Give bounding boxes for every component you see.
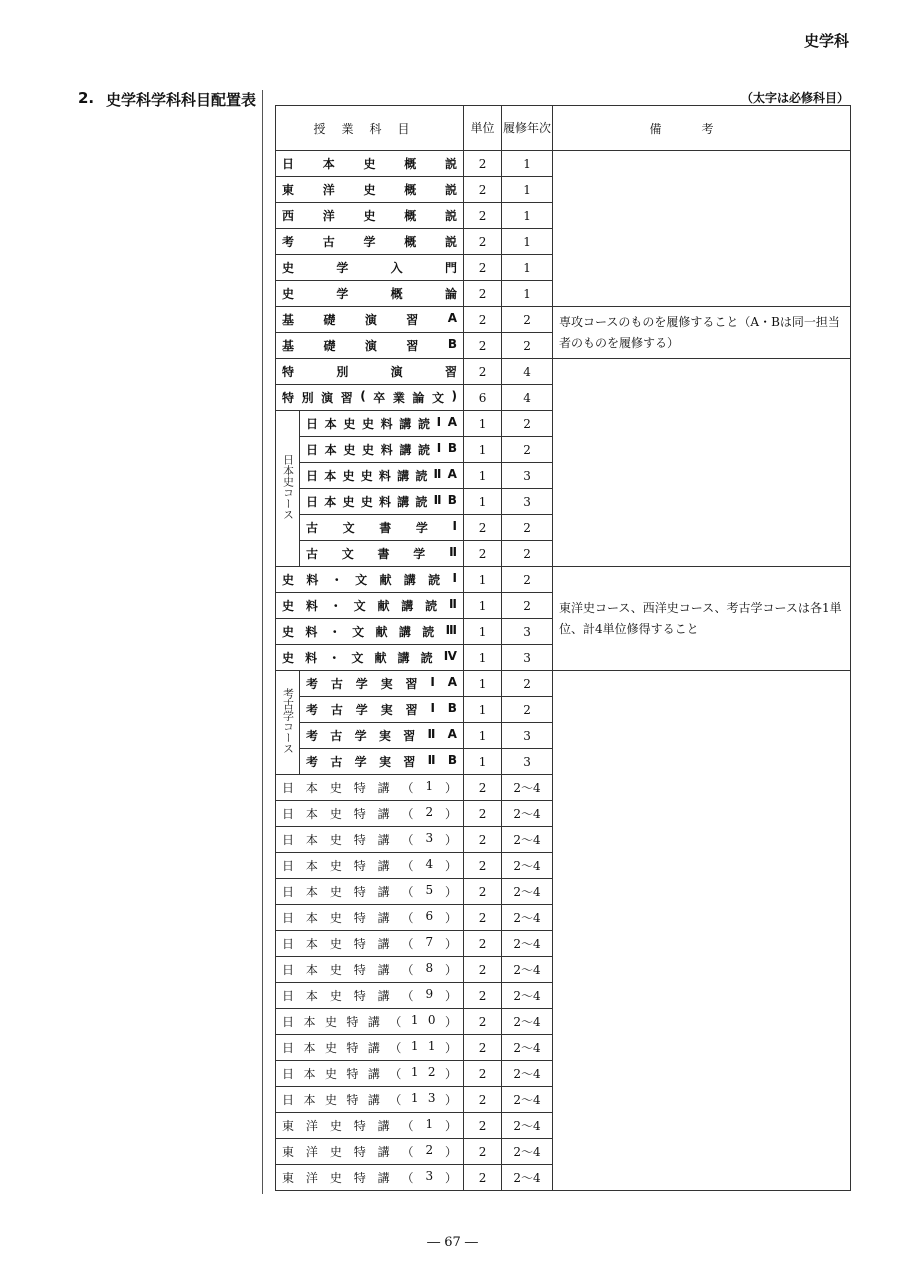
subject-cell: 考 古 学 実 習 Ⅱ B bbox=[300, 749, 464, 775]
year-cell: 4 bbox=[502, 385, 553, 411]
subject-cell: 史 料 ・ 文 献 講 読 Ⅰ bbox=[276, 567, 464, 593]
year-cell: 1 bbox=[502, 229, 553, 255]
credits-cell: 2 bbox=[464, 1009, 502, 1035]
year-cell: 2〜4 bbox=[502, 1087, 553, 1113]
year-cell: 2〜4 bbox=[502, 931, 553, 957]
subject-cell: 考 古 学 概 説 bbox=[276, 229, 464, 255]
credits-cell: 2 bbox=[464, 853, 502, 879]
year-cell: 2 bbox=[502, 411, 553, 437]
credits-cell: 2 bbox=[464, 1113, 502, 1139]
credits-cell: 2 bbox=[464, 281, 502, 307]
year-cell: 1 bbox=[502, 151, 553, 177]
subject-cell: 日 本 史 史 料 講 読 Ⅱ A bbox=[300, 463, 464, 489]
credits-cell: 1 bbox=[464, 645, 502, 671]
header-credits: 単位 bbox=[464, 106, 502, 151]
subject-cell: 考 古 学 実 習 Ⅰ B bbox=[300, 697, 464, 723]
table-row bbox=[276, 307, 851, 333]
credits-cell: 2 bbox=[464, 307, 502, 333]
subject-cell: 日 本 史 特 講 （ 6 ） bbox=[276, 905, 464, 931]
section-number: 2. bbox=[78, 89, 95, 107]
subject-cell: 日 本 史 特 講 （ 1 0 ） bbox=[276, 1009, 464, 1035]
credits-cell: 1 bbox=[464, 697, 502, 723]
table-body bbox=[276, 151, 851, 1191]
subject-cell: 古 文 書 学 Ⅱ bbox=[300, 541, 464, 567]
subject-cell: 日 本 史 特 講 （ 1 1 ） bbox=[276, 1035, 464, 1061]
year-cell: 4 bbox=[502, 359, 553, 385]
credits-cell: 2 bbox=[464, 905, 502, 931]
department-label: 史学科 bbox=[803, 32, 849, 50]
year-cell: 2 bbox=[502, 437, 553, 463]
credits-cell: 2 bbox=[464, 151, 502, 177]
subject-cell: 日 本 史 特 講 （ 2 ） bbox=[276, 801, 464, 827]
subject-cell: 日 本 史 特 講 （ 1 3 ） bbox=[276, 1087, 464, 1113]
credits-cell: 1 bbox=[464, 619, 502, 645]
year-cell: 1 bbox=[502, 255, 553, 281]
year-cell: 2 bbox=[502, 697, 553, 723]
subject-cell: 基 礎 演 習 A bbox=[276, 307, 464, 333]
year-cell: 1 bbox=[502, 177, 553, 203]
remarks-cell bbox=[553, 151, 851, 307]
course-label: 日本史コース bbox=[276, 411, 300, 567]
year-cell: 2 bbox=[502, 593, 553, 619]
subject-cell: 史 料 ・ 文 献 講 読 Ⅳ bbox=[276, 645, 464, 671]
page-number: ― 67 ― bbox=[427, 1235, 478, 1250]
year-cell: 3 bbox=[502, 645, 553, 671]
remarks-cell: 専攻コースのものを履修すること（A・Bは同一担当者のものを履修する） bbox=[553, 307, 851, 359]
section-divider bbox=[262, 90, 263, 1194]
credits-cell: 2 bbox=[464, 541, 502, 567]
credits-cell: 2 bbox=[464, 203, 502, 229]
credits-cell: 2 bbox=[464, 333, 502, 359]
curriculum-table bbox=[275, 105, 851, 1191]
subject-cell: 東 洋 史 特 講 （ 2 ） bbox=[276, 1139, 464, 1165]
year-cell: 3 bbox=[502, 723, 553, 749]
credits-cell: 2 bbox=[464, 775, 502, 801]
year-cell: 2〜4 bbox=[502, 1035, 553, 1061]
year-cell: 2〜4 bbox=[502, 983, 553, 1009]
subject-cell: 特 別 演 習 ( 卒 業 論 文 ) bbox=[276, 385, 464, 411]
credits-cell: 2 bbox=[464, 255, 502, 281]
credits-cell: 1 bbox=[464, 749, 502, 775]
header-remarks: 備考 bbox=[553, 106, 851, 151]
subject-cell: 日 本 史 史 料 講 読 Ⅰ B bbox=[300, 437, 464, 463]
subject-cell: 日 本 史 特 講 （ 7 ） bbox=[276, 931, 464, 957]
year-cell: 2〜4 bbox=[502, 801, 553, 827]
year-cell: 2〜4 bbox=[502, 1165, 553, 1191]
subject-cell: 日 本 史 特 講 （ 3 ） bbox=[276, 827, 464, 853]
year-cell: 2 bbox=[502, 307, 553, 333]
subject-cell: 西 洋 史 概 説 bbox=[276, 203, 464, 229]
remarks-cell: 東洋史コース、西洋史コース、考古学コースは各1単位、計4単位修得すること bbox=[553, 567, 851, 671]
year-cell: 2〜4 bbox=[502, 957, 553, 983]
credits-cell: 2 bbox=[464, 1139, 502, 1165]
credits-cell: 2 bbox=[464, 801, 502, 827]
year-cell: 3 bbox=[502, 749, 553, 775]
subject-cell: 日 本 史 特 講 （ 9 ） bbox=[276, 983, 464, 1009]
subject-cell: 古 文 書 学 Ⅰ bbox=[300, 515, 464, 541]
credits-cell: 1 bbox=[464, 437, 502, 463]
year-cell: 2〜4 bbox=[502, 1139, 553, 1165]
header-year: 履修年次 bbox=[502, 106, 553, 151]
year-cell: 3 bbox=[502, 619, 553, 645]
credits-cell: 1 bbox=[464, 489, 502, 515]
subject-cell: 日 本 史 特 講 （ 4 ） bbox=[276, 853, 464, 879]
subject-cell: 日 本 史 特 講 （ 5 ） bbox=[276, 879, 464, 905]
year-cell: 2〜4 bbox=[502, 1113, 553, 1139]
subject-cell: 東 洋 史 特 講 （ 1 ） bbox=[276, 1113, 464, 1139]
subject-cell: 史 学 概 論 bbox=[276, 281, 464, 307]
credits-cell: 2 bbox=[464, 515, 502, 541]
credits-cell: 1 bbox=[464, 671, 502, 697]
subject-cell: 日 本 史 特 講 （ 1 ） bbox=[276, 775, 464, 801]
credits-cell: 2 bbox=[464, 1165, 502, 1191]
credits-cell: 2 bbox=[464, 983, 502, 1009]
credits-cell: 6 bbox=[464, 385, 502, 411]
credits-cell: 2 bbox=[464, 1087, 502, 1113]
section-title: 史学科学科科目配置表 bbox=[106, 91, 257, 109]
subject-cell: 特 別 演 習 bbox=[276, 359, 464, 385]
credits-cell: 2 bbox=[464, 1061, 502, 1087]
year-cell: 3 bbox=[502, 463, 553, 489]
year-cell: 2〜4 bbox=[502, 775, 553, 801]
table-header-row bbox=[276, 106, 851, 151]
year-cell: 2〜4 bbox=[502, 853, 553, 879]
subject-cell: 考 古 学 実 習 Ⅰ A bbox=[300, 671, 464, 697]
credits-cell: 1 bbox=[464, 567, 502, 593]
required-note: （太字は必修科目） bbox=[740, 91, 849, 105]
credits-cell: 1 bbox=[464, 593, 502, 619]
subject-cell: 東 洋 史 特 講 （ 3 ） bbox=[276, 1165, 464, 1191]
subject-cell: 日 本 史 特 講 （ 1 2 ） bbox=[276, 1061, 464, 1087]
remarks-cell bbox=[553, 671, 851, 1191]
year-cell: 2〜4 bbox=[502, 1009, 553, 1035]
year-cell: 2〜4 bbox=[502, 879, 553, 905]
credits-cell: 1 bbox=[464, 723, 502, 749]
subject-cell: 史 料 ・ 文 献 講 読 Ⅱ bbox=[276, 593, 464, 619]
table-row bbox=[276, 151, 851, 177]
subject-cell: 史 料 ・ 文 献 講 読 Ⅲ bbox=[276, 619, 464, 645]
subject-cell: 日 本 史 史 料 講 読 Ⅱ B bbox=[300, 489, 464, 515]
year-cell: 1 bbox=[502, 281, 553, 307]
credits-cell: 2 bbox=[464, 1035, 502, 1061]
remarks-cell bbox=[553, 359, 851, 567]
credits-cell: 2 bbox=[464, 827, 502, 853]
year-cell: 1 bbox=[502, 203, 553, 229]
table-row bbox=[276, 567, 851, 593]
credits-cell: 1 bbox=[464, 411, 502, 437]
credits-cell: 2 bbox=[464, 229, 502, 255]
table-row bbox=[276, 671, 851, 697]
year-cell: 2 bbox=[502, 671, 553, 697]
credits-cell: 2 bbox=[464, 879, 502, 905]
year-cell: 2〜4 bbox=[502, 827, 553, 853]
subject-cell: 史 学 入 門 bbox=[276, 255, 464, 281]
credits-cell: 2 bbox=[464, 177, 502, 203]
year-cell: 2 bbox=[502, 567, 553, 593]
subject-cell: 考 古 学 実 習 Ⅱ A bbox=[300, 723, 464, 749]
year-cell: 2 bbox=[502, 515, 553, 541]
year-cell: 2〜4 bbox=[502, 1061, 553, 1087]
course-label: 考古学コース bbox=[276, 671, 300, 775]
subject-cell: 日 本 史 概 説 bbox=[276, 151, 464, 177]
year-cell: 2 bbox=[502, 541, 553, 567]
credits-cell: 2 bbox=[464, 957, 502, 983]
subject-cell: 基 礎 演 習 B bbox=[276, 333, 464, 359]
subject-cell: 東 洋 史 概 説 bbox=[276, 177, 464, 203]
credits-cell: 2 bbox=[464, 931, 502, 957]
table-row bbox=[276, 359, 851, 385]
year-cell: 3 bbox=[502, 489, 553, 515]
subject-cell: 日 本 史 特 講 （ 8 ） bbox=[276, 957, 464, 983]
year-cell: 2 bbox=[502, 333, 553, 359]
credits-cell: 2 bbox=[464, 359, 502, 385]
year-cell: 2〜4 bbox=[502, 905, 553, 931]
credits-cell: 1 bbox=[464, 463, 502, 489]
subject-cell: 日 本 史 史 料 講 読 Ⅰ A bbox=[300, 411, 464, 437]
header-subject: 授業科目 bbox=[276, 106, 464, 151]
